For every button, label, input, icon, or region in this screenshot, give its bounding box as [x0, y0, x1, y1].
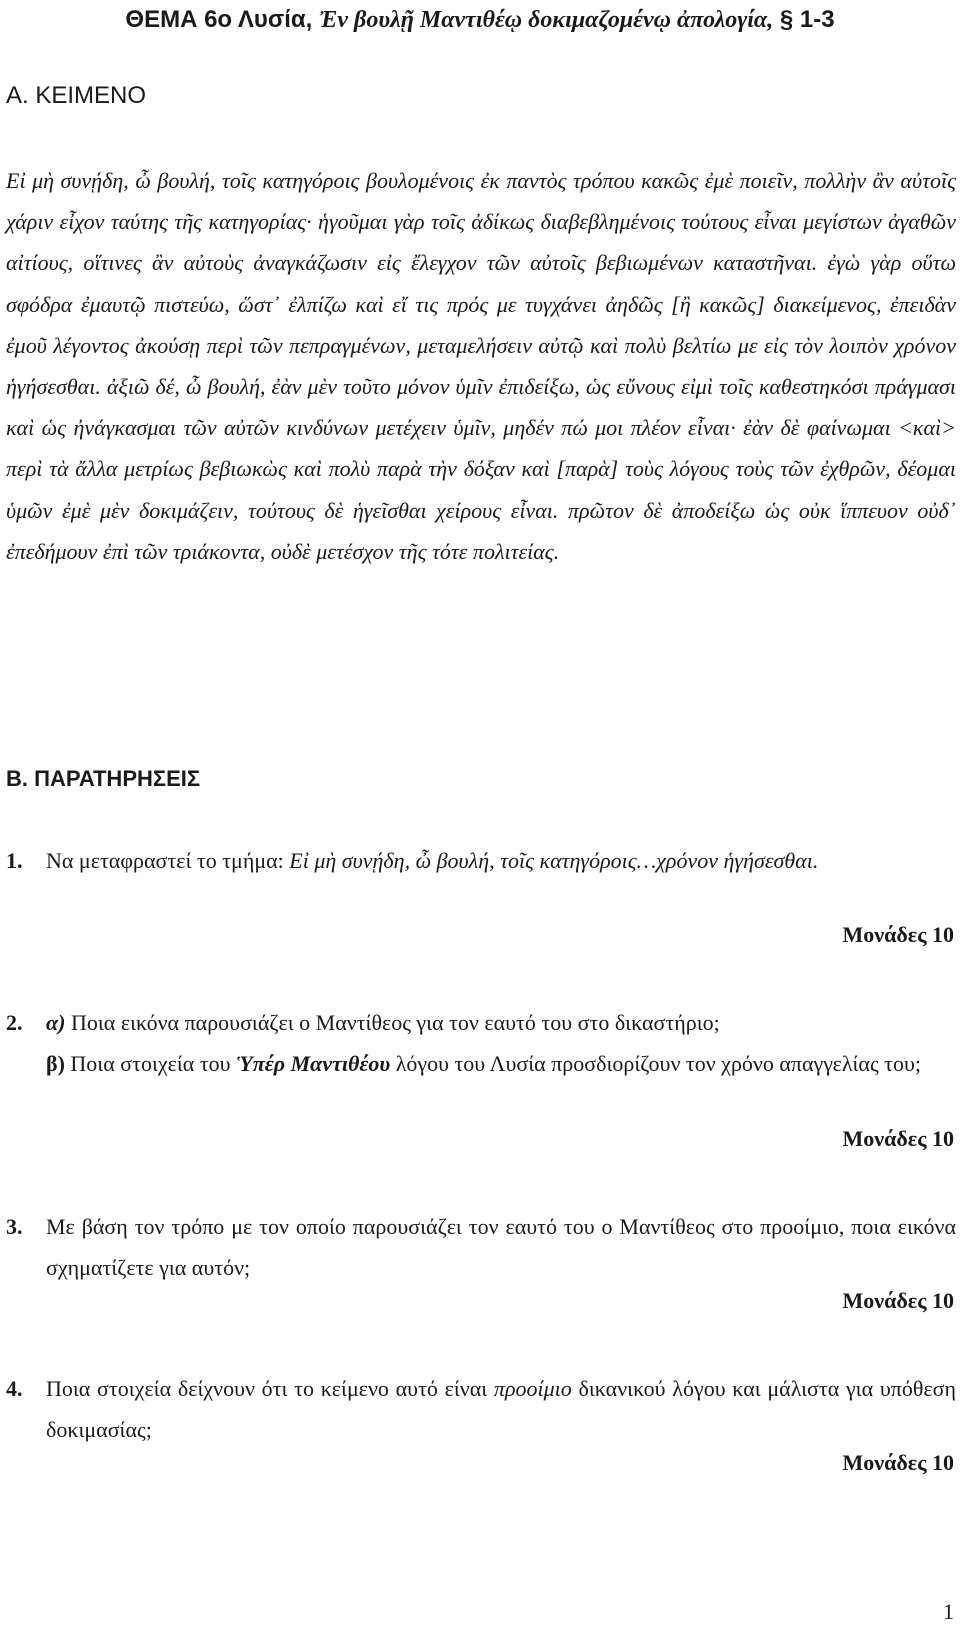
question-4-marks: Μονάδες 10 [842, 1450, 954, 1475]
question-2 [6, 1002, 956, 1084]
question-2b [46, 1043, 956, 1084]
title-paragraphs: § 1-3 [773, 6, 835, 33]
question-1-marks: Μονάδες 10 [842, 922, 954, 947]
title-work: Ἐν βουλῇ Μαντιθέῳ δοκιμαζομένῳ ἀπολογία, [319, 7, 774, 33]
work-title: Ὑπέρ Μαντιθέου [236, 1051, 391, 1076]
question-number: 4. [6, 1376, 23, 1401]
greek-passage [6, 160, 956, 572]
notes-section-heading: Β. ΠΑΡΑΤΗΡΗΣΕΙΣ [6, 766, 201, 791]
subquestion-text-cont: λόγου του Λυσία προσδιορίζουν τον χρόνο απαγγελίας του; [390, 1051, 922, 1076]
passage-part-1: Εἰ μὴ συνῄδη, ὦ βουλή, τοῖς κατηγόροις βουλομένοις ἐκ παντὸς τρόπου κακῶς ἐμὲ ποιεῖν, πολλὴν ἂν αὐτοῖς χάριν εἶχον ταύτης τῆς κατηγορίας· ἡγοῦμαι γὰρ τοῖς ἀδίκως διαβεβλημένοις τούτους εἶναι μεγίστων ἀγαθῶν αἰτίους, οἵτινες ἂν αὐτοὺς ἀναγκάζωσιν εἰς ἔλεγχον τῶν αὐτοῖς βεβιωμένων καταστῆναι. [6, 168, 956, 276]
question-number: 2. [6, 1010, 23, 1035]
subquestion-label: β) [46, 1051, 65, 1076]
text-section-heading: Α. ΚΕΙΜΕΝΟ [6, 82, 147, 109]
question-3 [6, 1206, 956, 1288]
passage-part-3: ἀξιῶ δέ, ὦ βουλή, ἐὰν μὲν τοῦτο μόνον ὑμῖν ἐπιδείξω, ὡς εὔνους εἰμὶ τοῖς καθεστηκόσι πράγμασι καὶ ὡς ἠνάγκασμαι τῶν αὐτῶν κινδύνων μετέχειν ὑμῖν, μηδέν πώ μοι πλέον εἶναι· ἐὰν δὲ φαίνωμαι <καὶ> περὶ τὰ ἄλλα μετρίως βεβιωκὼς καὶ πολὺ παρὰ τὴν δόξαν καὶ [παρὰ] τοὺς λόγους τοὺς τῶν ἐχθρῶν, δέομαι ὑμῶν ἐμὲ μὲν δοκιμάζειν, τούτους δὲ ἡγεῖσθαι χείρους εἶναι. [6, 374, 956, 523]
question-3-marks: Μονάδες 10 [842, 1288, 954, 1313]
question-quote: Εἰ μὴ συνῄδη, ὦ βουλή, τοῖς κατηγόροις…χρόνον ἡγήσεσθαι. [289, 848, 819, 873]
title-plain: ΘΕΜΑ 6ο Λυσία, [125, 6, 320, 33]
question-1 [6, 840, 956, 881]
question-text: Να μεταφραστεί το τμήμα: [46, 848, 290, 873]
question-text: Με βάση τον τρόπο με τον οποίο παρουσιάζει τον εαυτό του ο Μαντίθεος στο προοίμιο, ποια εικόνα σχηματίζετε για αυτόν; [46, 1214, 956, 1280]
question-2a [46, 1002, 956, 1043]
subquestion-text: Ποια στοιχεία του [64, 1051, 237, 1076]
subquestion-label: α) [46, 1010, 66, 1035]
question-term: προοίμιο [493, 1376, 572, 1401]
subquestion-text: Ποια εικόνα παρουσιάζει ο Μαντίθεος για τον εαυτό του στο δικαστήριο; [65, 1010, 720, 1035]
question-4 [6, 1368, 956, 1450]
question-number: 1. [6, 848, 23, 873]
question-text-cont: δικανικού λόγου και μάλιστα για υπόθεση δοκιμασίας; [46, 1376, 956, 1442]
question-text: Ποια στοιχεία δείχνουν ότι το κείμενο αυτό είναι [46, 1376, 494, 1401]
passage-part-2: ἐγὼ γὰρ οὕτω σφόδρα ἐμαυτῷ πιστεύω, ὥστ᾿ ἐλπίζω καὶ εἴ τις πρός με τυγχάνει ἀηδῶς [ἢ κακῶς] διακείμενος, ἐπειδὰν ἐμοῦ λέγοντος ἀκούσῃ περὶ τῶν πεπραγμένων, μεταμελήσειν αὐτῷ καὶ πολὺ βελτίω με εἰς τὸν λοιπὸν χρόνον ἡγήσεσθαι. [6, 250, 956, 400]
question-number: 3. [6, 1214, 23, 1239]
question-2-marks: Μονάδες 10 [842, 1126, 954, 1151]
page-title [0, 6, 960, 34]
page-number: 1 [943, 1599, 954, 1624]
passage-part-4: πρῶτον δὲ ἀποδείξω ὡς οὐκ ἵππευον οὐδ᾿ ἐπεδήμουν ἐπὶ τῶν τριάκοντα, οὐδὲ μετέσχον τῆς τότε πολιτείας. [6, 497, 957, 564]
